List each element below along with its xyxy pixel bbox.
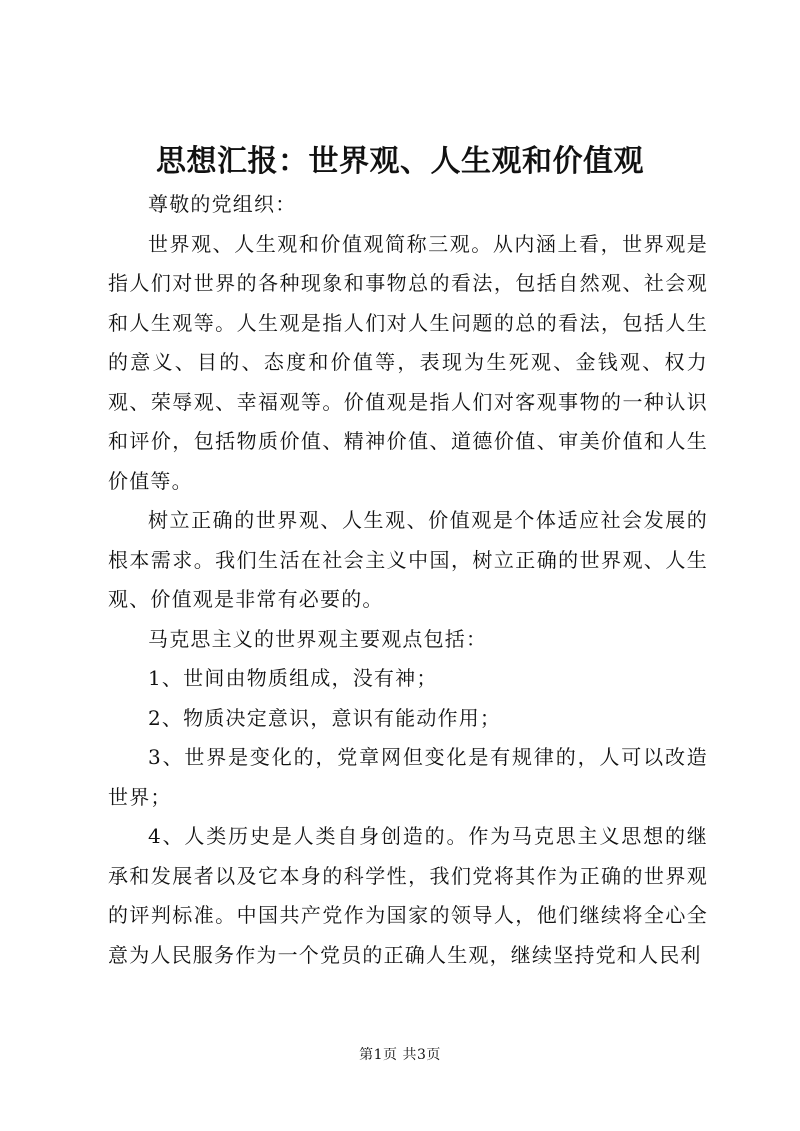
list-item: 1、世间由物质组成，没有神；: [148, 666, 438, 690]
document-body: [108, 185, 708, 975]
list-item: 4、人类历史是人类自身创造的。作为马克思主义思想的继承和发展者以及它本身的科学性，我们党将其作为正确的世界观的评判标准。中国共产党作为国家的领导人，他们继续将全心全意为人民服务作为一个党员的正确人生观，继续坚持党和人民利: [108, 824, 708, 967]
salutation: 尊敬的党组织：: [148, 192, 297, 216]
page-footer: 第1页 共3页: [359, 1047, 441, 1063]
document-title: 思想汇报：世界观、人生观和价值观: [156, 144, 644, 179]
paragraph: 马克思主义的世界观主要观点包括：: [148, 626, 488, 651]
paragraph: 树立正确的世界观、人生观、价值观是个体适应社会发展的根本需求。我们生活在社会主义中国，树立正确的世界观、人生观、价值观是非常有必要的。: [108, 508, 708, 611]
paragraph: 世界观、人生观和价值观简称三观。从内涵上看，世界观是指人们对世界的各种现象和事物总的看法，包括自然观、社会观和人生观等。人生观是指人们对人生问题的总的看法，包括人生的意义、目的、态度和价值等，表现为生死观、金钱观、权力观、荣辱观、幸福观等。价值观是指人们对客观事物的一种认识和评价，包括物质价值、精神价值、道德价值、审美价值和人生价值等。: [108, 231, 708, 493]
list-item: 2、物质决定意识，意识有能动作用；: [148, 705, 502, 730]
list-item: 3、世界是变化的，党章网但变化是有规律的，人可以改造世界；: [108, 745, 708, 809]
